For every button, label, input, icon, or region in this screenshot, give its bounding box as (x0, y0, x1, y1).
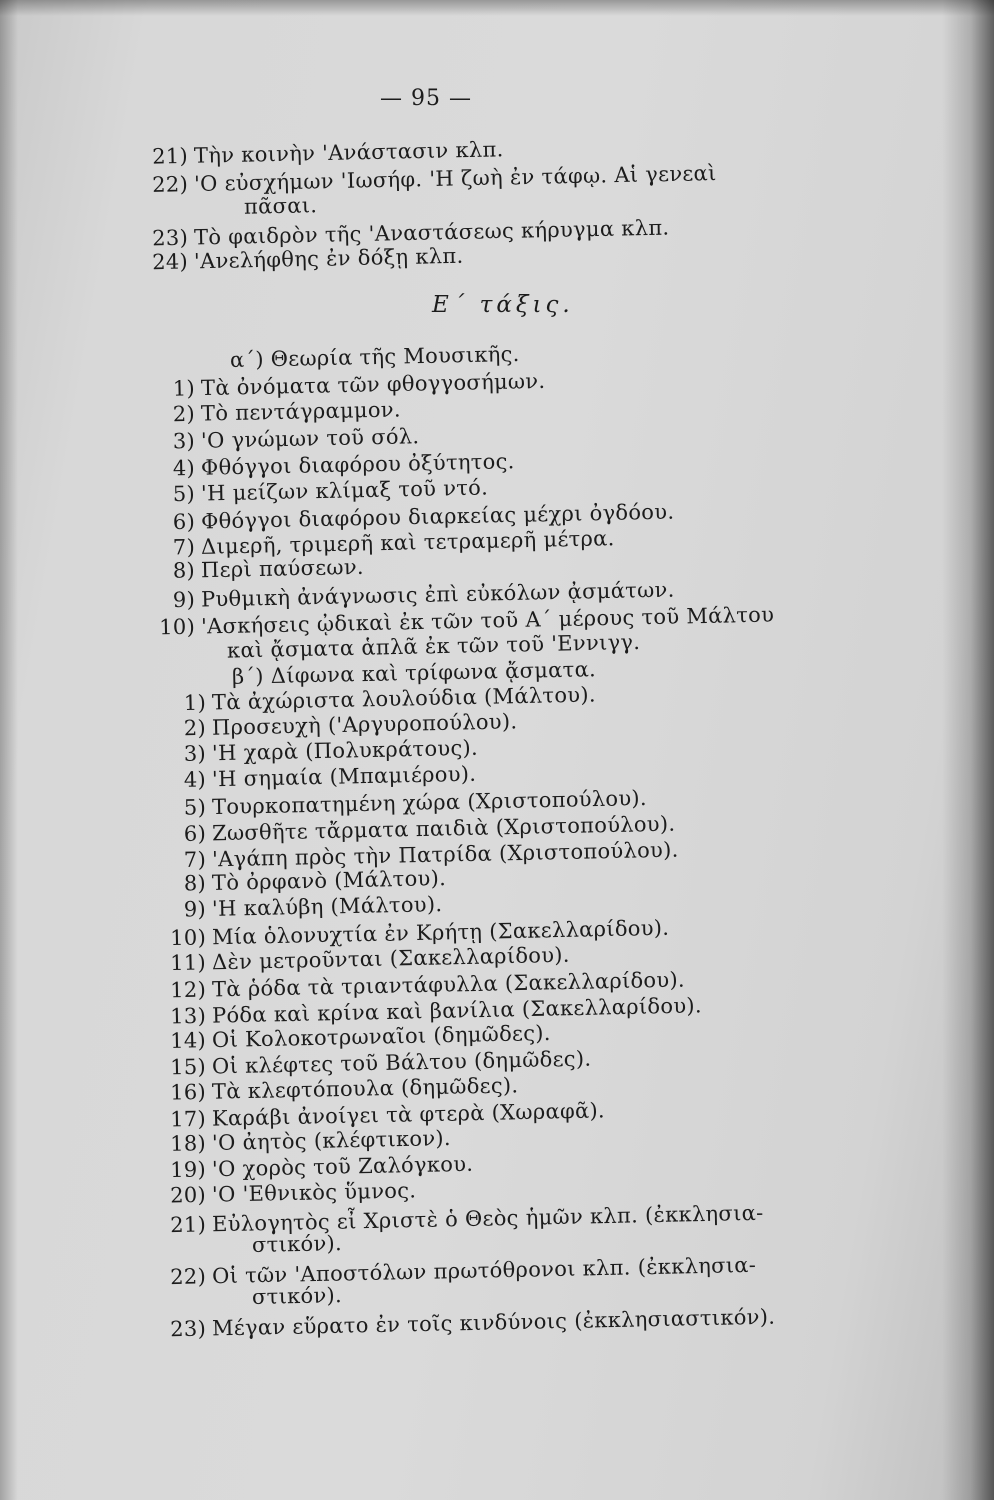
list-item: 4) 'Η σημαία (Μπαμιέρου). (183, 761, 477, 792)
list-item: 2) Τὸ πεντάγραμμον. (172, 397, 402, 427)
list-item: 22) 'Ο εὐσχήμων 'Ιωσήφ. 'Η ζωὴ ἐν τάφῳ. Αἱ γενεαὶ (151, 161, 717, 197)
list-item: 5) Τουρκοπατημένη χώρα (Χριστοπούλου). (183, 785, 648, 820)
subsection-heading-b: β΄) Δίφωνα καὶ τρίφωνα ᾄσματα. (231, 657, 597, 689)
list-item: 7) 'Αγάπη πρὸς τὴν Πατρίδα (Χριστοπούλου). (183, 837, 679, 872)
page-number: — 95 — (380, 86, 472, 111)
page-top-shadow (0, 0, 994, 16)
list-item: 1) Τὰ ὀνόματα τῶν φθογγοσήμων. (172, 368, 546, 401)
list-item: 20) 'Ο 'Εθνικὸς ὕμνος. (169, 1178, 417, 1208)
list-item: 19) 'Ο χορὸς τοῦ Ζαλόγκου. (169, 1151, 474, 1183)
page-right-shadow (942, 0, 994, 1500)
list-item-continuation: πᾶσαι. (243, 193, 318, 219)
list-item: 13) Ρόδα καὶ κρίνα καὶ βανίλια (Σακελλαρίδου). (169, 993, 703, 1029)
list-item-continuation: στικόν). (251, 1231, 343, 1258)
list-item: 21) Τὴν κοινὴν 'Ανάστασιν κλπ. (151, 137, 504, 169)
list-item: 23) Μέγαν εὕρατο ἐν τοῖς κινδύνοις (ἐκκλησιαστικόν). (169, 1304, 776, 1342)
list-item: 11) Δὲν μετροῦνται (Σακελλαρίδου). (169, 942, 570, 976)
list-item: 15) Οἱ κλέφτες τοῦ Βάλτου (δημῶδες). (169, 1046, 592, 1080)
list-item: 18) 'Ο ἀητὸς (κλέφτικον). (169, 1126, 452, 1156)
list-item: 3) 'Η χαρὰ (Πολυκράτους). (183, 735, 479, 766)
list-item: 8) Τὸ ὀρφανὸ (Μάλτου). (183, 866, 447, 896)
list-item: 9) 'Η καλύβη (Μάλτου). (183, 892, 443, 922)
list-item: 12) Τὰ ῥόδα τὰ τριαντάφυλλα (Σακελλαρίδου). (169, 967, 686, 1003)
list-item: 8) Περὶ παύσεων. (172, 554, 365, 583)
subsection-heading-a: α΄) Θεωρία τῆς Μουσικῆς. (229, 341, 520, 373)
list-item: 7) Διμερῆ, τριμερῆ καὶ τετραμερῆ μέτρα. (172, 526, 615, 560)
list-item: 10) Μία ὁλονυχτία ἐν Κρήτῃ (Σακελλαρίδου). (169, 915, 670, 951)
list-item: 6) Ζωσθῆτε τἄρματα παιδιὰ (Χριστοπούλου). (183, 811, 676, 846)
list-item: 2) Προσευχὴ ('Αργυροπούλου). (183, 709, 518, 741)
list-item: 6) Φθόγγοι διαφόρου διαρκείας μέχρι ὀγδόου. (172, 499, 675, 535)
section-title: Ε΄ τάξις. (432, 292, 574, 318)
list-item-continuation: καὶ ᾄσματα ἁπλᾶ ἐκ τῶν τοῦ 'Εννιγγ. (226, 629, 641, 663)
list-item: 3) 'Ο γνώμων τοῦ σόλ. (172, 424, 420, 454)
list-item: 22) Οἱ τῶν 'Αποστόλων πρωτόθρονοι κλπ. (ἐκκλησια- (169, 1252, 757, 1290)
list-item-continuation: στικόν). (251, 1283, 343, 1310)
list-item: 5) 'Η μείζων κλίμαξ τοῦ ντό. (172, 475, 489, 507)
list-item: 24) 'Ανελήφθης ἐν δόξῃ κλπ. (151, 243, 464, 275)
list-item: 16) Τὰ κλεφτόπουλα (δημῶδες). (169, 1073, 519, 1105)
list-item: 14) Οἱ Κολοκοτρωναῖοι (δημῶδες). (169, 1020, 551, 1053)
list-item: 9) Ρυθμικὴ ἀνάγνωσις ἐπὶ εὐκόλων ᾀσμάτων. (172, 577, 675, 613)
list-item: 23) Τὸ φαιδρὸν τῆς 'Αναστάσεως κήρυγμα κλπ. (151, 215, 670, 251)
page-left-shadow (0, 0, 18, 1500)
list-item: 10) 'Ασκήσεις ᾠδικαὶ ἐκ τῶν τοῦ Α΄ μέρους τοῦ Μάλτου (158, 602, 775, 640)
list-item: 4) Φθόγγοι διαφόρου ὀξύτητος. (172, 449, 515, 481)
list-item: 17) Καράβι ἀνοίγει τὰ φτερὰ (Χωραφᾶ). (169, 1098, 606, 1132)
list-item: 1) Τὰ ἀχώριστα λουλούδια (Μάλτου). (183, 682, 597, 716)
list-item: 21) Εὐλογητὸς εἶ Χριστὲ ὁ Θεὸς ἡμῶν κλπ. (ἐκκλησια- (169, 1200, 764, 1238)
